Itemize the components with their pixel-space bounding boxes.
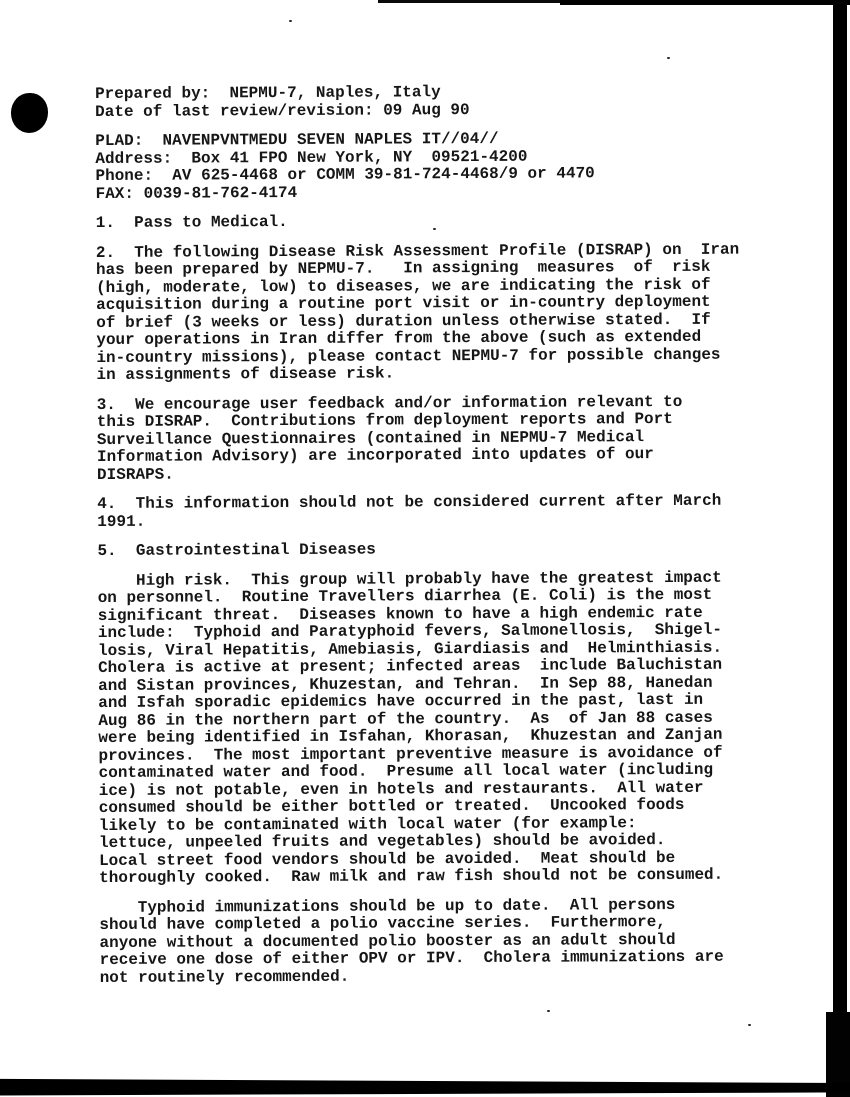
scan-speck bbox=[748, 1024, 751, 1026]
scan-speck bbox=[667, 57, 670, 59]
plad-address-block: PLAD: NAVENPVNTMEDU SEVEN NAPLES IT//04// Address: Box 41 FPO New York, NY 09521-4200 Phone: AV 625-4468 or COMM 39-81-724-4468/9 or 4470 FAX: 0039-81-762-4174 bbox=[95, 129, 595, 203]
para-4-currency-note: 4. This information should not be considered current after March 1991. bbox=[97, 491, 722, 531]
prepared-by-block: Prepared by: NEPMU-7, Naples, Italy Date of last review/revision: 09 Aug 90 bbox=[94, 83, 470, 121]
scan-edge-bar-bottom bbox=[0, 1078, 850, 1096]
scan-edge-bar-right bbox=[833, 0, 847, 1097]
scan-edge-line-top-thick bbox=[560, 0, 850, 5]
para-immunizations: Typhoid immunizations should be up to date. All persons should have completed a polio vaccine series. Furthermore, anyone without a documented polio booster as an adult should receive one dose of either OPV or IPV. Cholera immunizations are not routinely recommended. bbox=[99, 895, 724, 987]
para-5-heading-gastrointestinal: 5. Gastrointestinal Diseases bbox=[97, 540, 376, 560]
scan-speck bbox=[289, 20, 292, 22]
para-gastro-high-risk: High risk. This group will probably have the greatest impact on personnel. Routine Travellers diarrhea (E. Coli) is the most significant threat. Diseases known to have a high endemic rate include: Typhoid and Paratyphoid fevers, Salmonellosis, Shigel- losis, Viral Hepatitis, Amebiasis, Giardiasis and Helminthiasis. Cholera is active at present; infected areas include Baluchistan and Sistan provinces, Khuzestan, and Tehran. In Sep 88, Hanedan and Isfah sporadic epidemics have occurred in the past, last in Aug 86 in the northern part of the country. As of Jan 88 cases were being identified in Isfahan, Khorasan, Khuzestan and Zanjan provinces. The most important preventive measure is avoidance of contaminated water and food. Presume all local water (including ice) is not potable, even in hotels and restaurants. All water consumed should be either bottled or treated. Uncooked foods likely to be contaminated with local water (for example: lettuce, unpeeled fruits and vegetables) should be avoided. Local street food vendors should be avoided. Meat should be thoroughly cooked. Raw milk and raw fish should not be consumed. bbox=[97, 568, 724, 887]
para-1-pass-to-medical: 1. Pass to Medical. bbox=[95, 212, 288, 232]
scan-speck bbox=[547, 1010, 550, 1012]
para-3-feedback: 3. We encourage user feedback and/or information relevant to this DISRAP. Contributions from deployment reports and Port Surveillance Questionnaires (contained in NEPMU-7 Medical Information Advisory) are incorporated into updates of our DISRAPS. bbox=[96, 392, 683, 484]
scan-edge-line-top-thin bbox=[378, 0, 563, 3]
para-2-disrap-intro: 2. The following Disease Risk Assessment Profile (DISRAP) on Iran has been prepared by NEPMU-7. In assigning measures of risk (high, moderate, low) to diseases, we are indicating the risk of acquisition during a routine port visit or in-country deployment of brief (3 weeks or less) duration unless otherwise stated. If your operations in Iran differ from the above (such as extended in-country missions), please contact NEPMU-7 for possible changes in assignments of disease risk. bbox=[95, 240, 740, 384]
document-body bbox=[95, 83, 743, 999]
hole-punch-mark bbox=[11, 93, 48, 133]
